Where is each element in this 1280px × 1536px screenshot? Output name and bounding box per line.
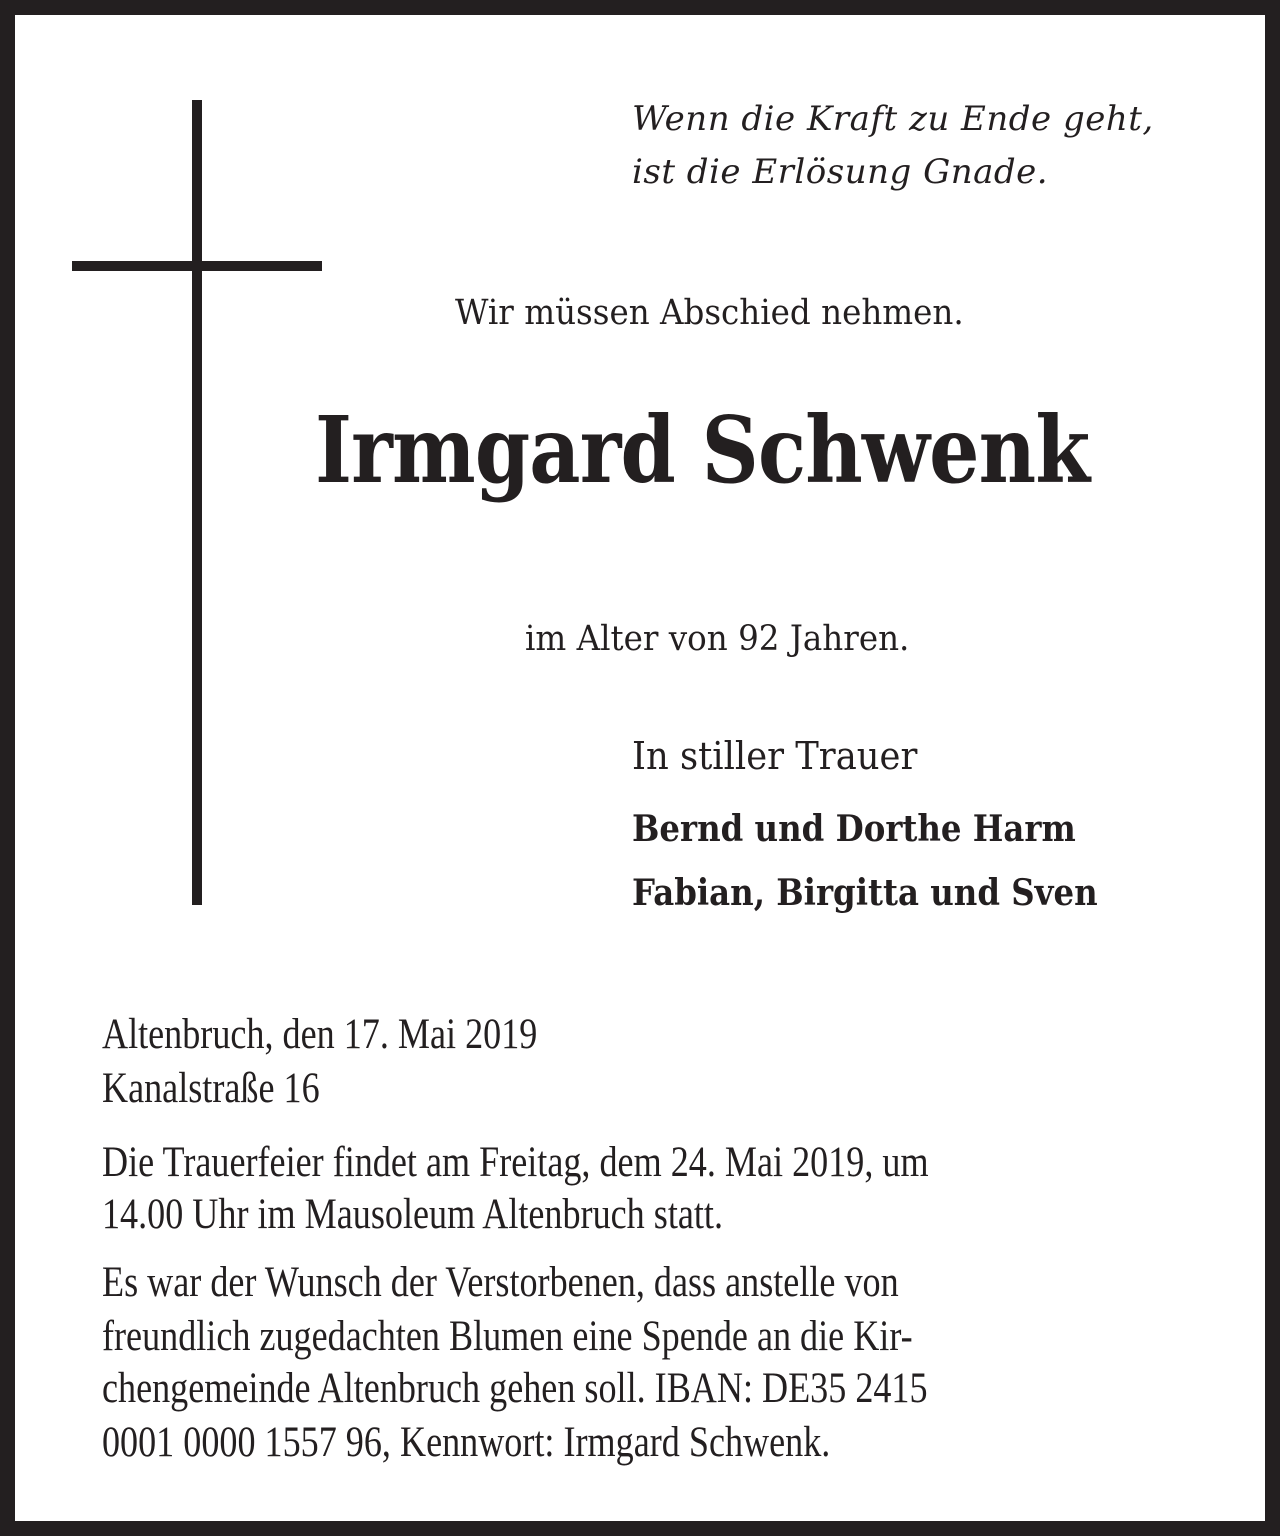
ceremony-line: 14.00 Uhr im Mausoleum Altenbruch statt. (102, 1191, 723, 1238)
motto-line: ist die Erlösung Gnade. (632, 152, 1049, 192)
ceremony-line: Die Trauerfeier findet am Freitag, dem 24. Mai 2019, um (102, 1139, 929, 1186)
family-line: Fabian, Birgitta und Sven (632, 872, 1098, 914)
motto-line: Wenn die Kraft zu Ende geht, (632, 99, 1154, 139)
family-line: Bernd und Dorthe Harm (632, 808, 1076, 850)
age-line: im Alter von 92 Jahren. (525, 619, 910, 659)
wish-line: 0001 0000 1557 96, Kennwort: Irmgard Schwenk. (102, 1419, 831, 1466)
wish-line: chengemeinde Altenbruch gehen soll. IBAN: DE35 2415 (102, 1365, 928, 1412)
mourning-line: In stiller Trauer (632, 734, 918, 778)
wish-line: freundlich zugedachten Blumen eine Spende an die Kir- (102, 1313, 913, 1360)
motto-quote (632, 93, 1154, 199)
address: Kanalstraße 16 (102, 1065, 320, 1112)
cross-vertical-bar (192, 100, 202, 905)
cross-horizontal-bar (72, 261, 322, 271)
deceased-name: Irmgard Schwenk (315, 396, 1090, 504)
wish-line: Es war der Wunsch der Verstorbenen, dass anstelle von (102, 1259, 899, 1306)
intro-text: Wir müssen Abschied nehmen. (455, 293, 964, 333)
obituary-notice (15, 15, 1265, 1521)
place-date: Altenbruch, den 17. Mai 2019 (102, 1011, 538, 1058)
